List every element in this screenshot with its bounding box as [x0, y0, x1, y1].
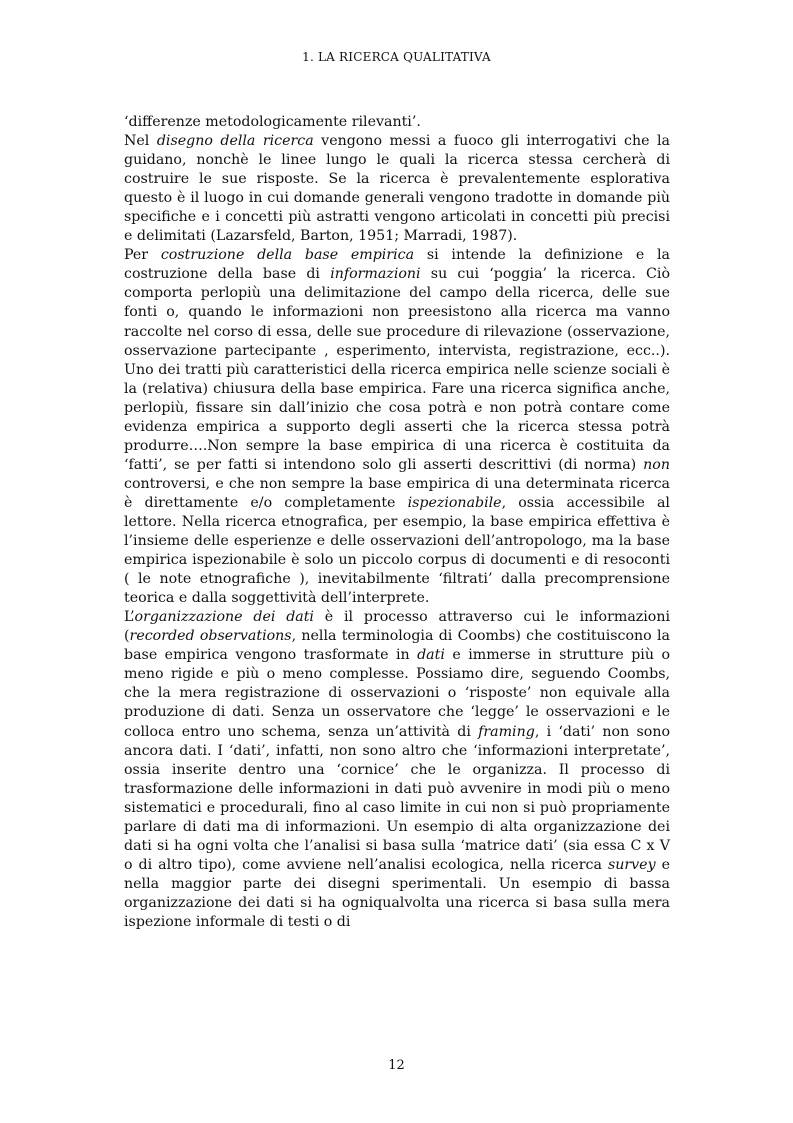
- text-run: si intende la definizione e la costruzione della base di: [124, 247, 670, 283]
- text-run: , i ‘dati’ non sono ancora dati. I ‘dati’, infatti, non sono altro che ‘informazioni interpretate’, ossia inserite dentro una ‘cornice’ che le organizza. Il processo di trasformazione delle informazioni in dati può avvenire in modi più o meno sistematici e procedurali, fino al caso limite in cui non si può propriamente parlare di dati ma di informazioni. Un esempio di alta organizzazione dei dati si ha ogni volta che l’analisi si basa sulla ‘matrice dati’ (sia essa C x V o di altro tipo), come avviene nell’analisi ecologica, nella ricerca: [124, 723, 670, 873]
- text-run: vengono messi a fuoco gli interrogativi che la guidano, nonchè le linee lungo le quali la ricerca stessa cercherà di costruire le sue risposte. Se la ricerca è prevalentemente esplorativa questo è il luogo in cui domande generali vengono tradotte in domande più specifiche e i concetti più astratti vengono articolati in concetti più precisi e delimitati (Lazarsfeld, Barton, 1951; Marradi, 1987).: [124, 133, 671, 245]
- text-run: Nel: [124, 133, 157, 150]
- running-header: 1. LA RICERCA QUALITATIVA: [302, 50, 491, 64]
- text-run: Per: [124, 247, 161, 264]
- page-number: 12: [388, 1058, 405, 1073]
- emphasis-text: disegno della ricerca: [156, 133, 314, 150]
- emphasis-text: non: [643, 456, 670, 473]
- text-run: ‘differenze metodologicamente rilevanti’.: [124, 114, 421, 130]
- text-run: è il processo attraverso cui le informazioni (: [124, 609, 671, 645]
- paragraph: [124, 608, 670, 932]
- paragraph: [124, 246, 670, 608]
- emphasis-text: organizzazione dei dati: [134, 609, 314, 626]
- text-run: e immerse in strutture più o meno rigide e più o meno complesse. Possiamo dire, seguendo Coombs, che la mera registrazione di osservazioni o ‘risposte’ non equivale alla produzione di dati. Senza un osservatore che ‘legge’ le osservazioni e le colloca entro uno schema, senza un’attività di: [124, 647, 670, 740]
- emphasis-text: survey: [607, 856, 656, 873]
- text-run: e nella maggior parte dei disegni sperimentali. Un esempio di bassa organizzazione dei dati si ha ogniqualvolta una ricerca si basa sulla mera ispezione informale di testi o di: [124, 856, 670, 930]
- emphasis-text: informazioni: [330, 266, 421, 283]
- text-run: , ossia accessibile al lettore. Nella ricerca etnografica, per esempio, la base empirica effettiva è l’insieme delle esperienze e delle osservazioni dell’antropologo, ma la base empirica ispezionabile è solo un piccolo corpus di documenti e di resoconti ( le note etnografiche ), inevitabilmente ‘filtrati’ dalla precomprensione teorica e dalla soggettività dell’interprete.: [124, 494, 670, 607]
- emphasis-text: framing: [478, 723, 535, 740]
- paragraph: [124, 132, 670, 246]
- text-run: , nella terminologia di Coombs) che costituiscono la base empirica vengono trasformate in: [124, 628, 670, 664]
- emphasis-text: costruzione della base empirica: [160, 247, 415, 264]
- emphasis-text: dati: [417, 647, 445, 664]
- emphasis-text: ispezionabile: [407, 494, 502, 511]
- text-run: L’: [124, 609, 135, 626]
- text-run: su cui ‘poggia’ la ricerca. Ciò comporta perlopiù una delimitazione del campo della ricerca, delle sue fonti o, quando le informazioni non preesistono alla ricerca ma vanno raccolte nel corso di essa, delle sue procedure di rilevazione (osservazione, osservazione partecipante , esperimento, intervista, registrazione, ecc..). Uno dei tratti più caratteristici della ricerca empirica nelle scienze sociali è la (relativa) chiusura della base empirica. Fare una ricerca significa anche, perlopiù, fissare sin dall’inizio che cosa potrà e non potrà contare come evidenza empirica a supporto degli asserti che la ricerca stessa potrà produrre….Non sempre la base empirica di una ricerca è costituita da ‘fatti’, se per fatti si intendono solo gli asserti descrittivi (di norma): [124, 266, 670, 473]
- paragraph: [124, 113, 670, 132]
- body-text: [124, 113, 670, 932]
- emphasis-text: recorded observations: [129, 628, 292, 645]
- text-run: controversi, e che non sempre la base empirica di una determinata ricerca è direttamente e/o completamente: [124, 475, 670, 511]
